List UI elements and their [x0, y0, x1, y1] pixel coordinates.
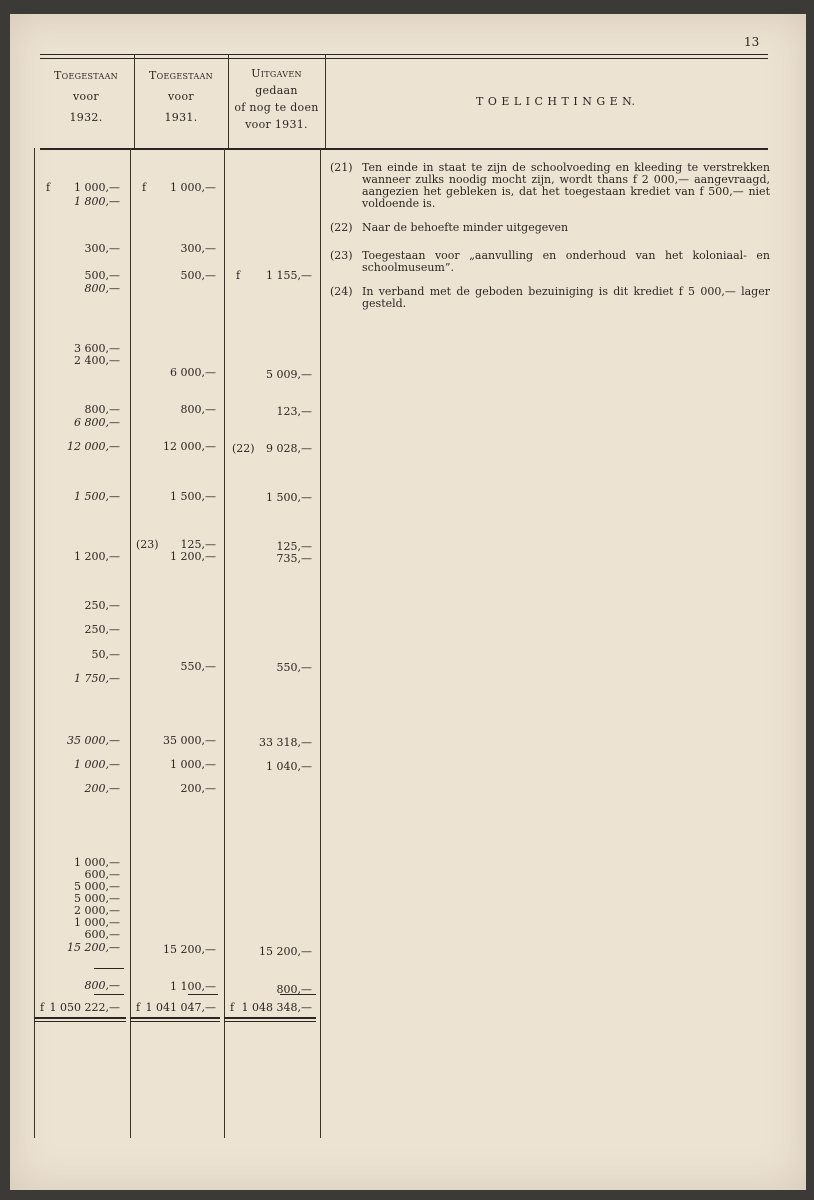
header-col1-line3: 1932. [69, 111, 103, 124]
total-rule-col2 [130, 1017, 220, 1019]
note-number: (23) [330, 249, 353, 262]
col1-value: 1 000,— [74, 916, 120, 929]
header-col2 [134, 65, 228, 128]
col1-value: 3 600,— [74, 342, 120, 355]
header-col2-line3: 1931. [164, 111, 198, 124]
col1-value: 6 800,— [74, 416, 120, 429]
col-divider-1 [130, 148, 131, 1138]
col1-underline [94, 994, 124, 995]
header-col-divider-3 [325, 54, 326, 148]
col3-value: 5 009,— [266, 368, 312, 381]
total-rule-col2-b [130, 1021, 220, 1022]
header-col1 [38, 65, 134, 128]
currency-symbol: f [142, 181, 147, 194]
col3-underline [280, 994, 316, 995]
col1-value: 1 000,— [74, 181, 120, 194]
col2-value: 200,— [180, 782, 216, 795]
col3-value: 735,— [276, 552, 312, 565]
col3-value: 1 155,— [266, 269, 312, 282]
col3-value: 33 318,— [259, 736, 312, 749]
col2-value: 125,— [180, 538, 216, 551]
document-page [10, 14, 806, 1190]
col-divider-3 [320, 148, 321, 1138]
col2-value: 500,— [180, 269, 216, 282]
note-number: (24) [330, 285, 353, 298]
header-col2-line2: voor [168, 90, 194, 103]
col3-total: 1 048 348,— [241, 1001, 312, 1014]
col1-value: 1 200,— [74, 550, 120, 563]
col3-value: 550,— [276, 661, 312, 674]
col2-value: 1 000,— [170, 181, 216, 194]
note-24 [330, 286, 770, 312]
col1-value: 50,— [91, 648, 120, 661]
header-col1-line2: voor [73, 90, 99, 103]
col1-value: 5 000,— [74, 892, 120, 905]
header-col1-line1: Toegestaan [54, 69, 118, 82]
header-top-rule [40, 54, 768, 55]
col3-value: 15 200,— [259, 945, 312, 958]
col2-value: 1 100,— [170, 980, 216, 993]
col2-value: 12 000,— [163, 440, 216, 453]
col1-value: 1 750,— [74, 672, 120, 685]
col3-value: 125,— [276, 540, 312, 553]
col1-value: 250,— [84, 599, 120, 612]
col2-value: 6 000,— [170, 366, 216, 379]
col1-value: 5 000,— [74, 880, 120, 893]
note-number: (22) [330, 221, 353, 234]
col1-value: 600,— [84, 868, 120, 881]
col2-value: 1 500,— [170, 490, 216, 503]
col1-value: 800,— [84, 403, 120, 416]
col1-value: 800,— [84, 979, 120, 992]
header-col3 [228, 65, 325, 133]
currency-symbol: f [40, 1001, 45, 1014]
col3-value: 1 040,— [266, 760, 312, 773]
header-col3-line3: of nog te doen [234, 101, 319, 114]
col3-value: 800,— [276, 983, 312, 996]
col2-total: 1 041 047,— [145, 1001, 216, 1014]
col3-value: 123,— [276, 405, 312, 418]
col3-value: 9 028,— [266, 442, 312, 455]
currency-symbol: f [136, 1001, 141, 1014]
currency-symbol: f [230, 1001, 235, 1014]
currency-symbol: f [236, 269, 241, 282]
col1-value: 1 800,— [74, 195, 120, 208]
col1-value: 1 000,— [74, 758, 120, 771]
col2-value: 550,— [180, 660, 216, 673]
header-bottom-rule [40, 148, 768, 150]
col1-value: 12 000,— [67, 440, 120, 453]
col2-note-ref: (23) [136, 538, 159, 551]
total-rule-col3 [224, 1017, 316, 1019]
col1-total: 1 050 222,— [49, 1001, 120, 1014]
note-text: Ten einde in staat te zijn de schoolvoeding en kleeding te verstrekken wanneer zulks noodig mocht zijn, wordt thans f 2 000,— aangevraagd, aangezien het gebleken is, dat het toegestaan krediet van f 500,— niet voldoende is. [362, 161, 770, 210]
col1-value: 500,— [84, 269, 120, 282]
header-toelichtingen: T O E L I C H T I N G E N. [476, 95, 636, 108]
total-rule-col3-b [224, 1021, 316, 1022]
col-left-border [34, 148, 35, 1138]
col3-note-ref: (22) [232, 442, 255, 455]
col1-value: 15 200,— [67, 941, 120, 954]
header-col3-line1: Uitgaven [251, 67, 302, 80]
note-22 [330, 222, 770, 236]
col1-value: 2 000,— [74, 904, 120, 917]
col1-value: 1 500,— [74, 490, 120, 503]
page-number: 13 [744, 35, 760, 49]
note-23 [330, 250, 770, 276]
total-rule-col1-b [34, 1021, 126, 1022]
col2-underline [188, 994, 218, 995]
col1-value: 600,— [84, 928, 120, 941]
note-21 [330, 162, 770, 212]
col1-value: 800,— [84, 282, 120, 295]
col1-value: 200,— [84, 782, 120, 795]
header-top-rule-2 [40, 58, 768, 59]
col2-value: 35 000,— [163, 734, 216, 747]
col2-value: 15 200,— [163, 943, 216, 956]
col2-value: 300,— [180, 242, 216, 255]
note-text: Toegestaan voor „aanvulling en onderhoud van het koloniaal- en schoolmuseum”. [362, 249, 770, 274]
col1-value: 250,— [84, 623, 120, 636]
header-col2-line1: Toegestaan [149, 69, 213, 82]
header-col3-line4: voor 1931. [245, 118, 308, 131]
col2-value: 1 200,— [170, 550, 216, 563]
note-number: (21) [330, 161, 353, 174]
col2-value: 800,— [180, 403, 216, 416]
col1-value: 35 000,— [67, 734, 120, 747]
col1-value: 300,— [84, 242, 120, 255]
col3-value: 1 500,— [266, 491, 312, 504]
currency-symbol: f [46, 181, 51, 194]
note-text: In verband met de geboden bezuiniging is dit krediet f 5 000,— lager gesteld. [362, 285, 770, 310]
header-col3-line2: gedaan [255, 84, 298, 97]
col2-value: 1 000,— [170, 758, 216, 771]
note-text: Naar de behoefte minder uitgegeven [362, 221, 569, 234]
col-divider-2 [224, 148, 225, 1138]
total-rule-col1 [34, 1017, 126, 1019]
col1-value: 1 000,— [74, 856, 120, 869]
col1-value: 2 400,— [74, 354, 120, 367]
col1-underline [94, 968, 124, 969]
